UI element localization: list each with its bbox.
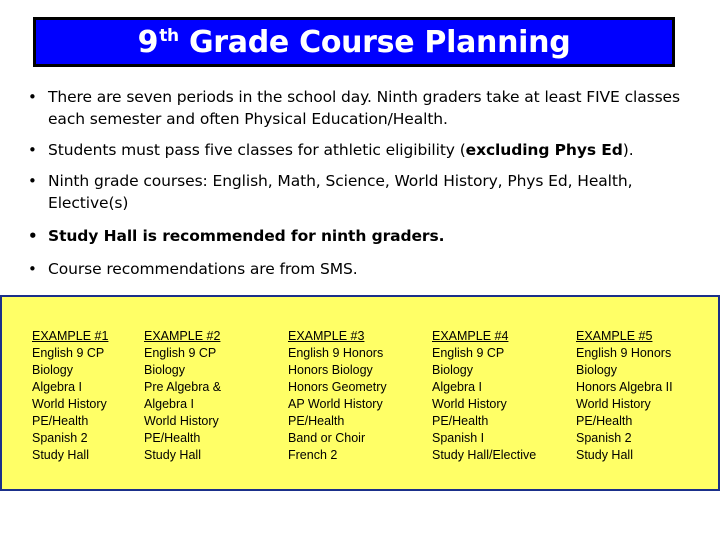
- bullet-dot-icon: •: [28, 141, 37, 159]
- course-item: Study Hall: [144, 448, 201, 462]
- example-heading: EXAMPLE #2: [144, 329, 221, 343]
- course-item: PE/Health: [432, 414, 489, 428]
- course-item: Study Hall/Elective: [432, 448, 537, 462]
- course-item: Study Hall: [32, 448, 89, 462]
- example-column-3: [288, 328, 387, 464]
- bullet-periods: [24, 86, 704, 130]
- bullet-dot-icon: •: [28, 260, 37, 278]
- bullet-recommendations: [24, 258, 704, 280]
- bullet-eligibility-bold: excluding Phys Ed: [465, 141, 623, 159]
- course-item: Biology: [32, 363, 73, 377]
- course-item: PE/Health: [144, 431, 201, 445]
- course-item: PE/Health: [576, 414, 633, 428]
- example-heading: EXAMPLE #3: [288, 329, 365, 343]
- example-column-4: [432, 328, 536, 464]
- course-item: PE/Health: [288, 414, 345, 428]
- bullet-courses-text: Ninth grade courses: English, Math, Science, World History, Phys Ed, Health, Elective(s): [48, 172, 633, 212]
- course-item: Honors Biology: [288, 363, 373, 377]
- bullet-recommendations-text: Course recommendations are from SMS.: [48, 260, 358, 278]
- bullet-eligibility-text: Students must pass five classes for athletic eligibility (: [48, 141, 466, 159]
- page-title: [138, 25, 571, 60]
- course-item: Biology: [432, 363, 473, 377]
- title-suffix: Grade Course Planning: [178, 24, 571, 60]
- bullet-dot-icon: •: [28, 227, 38, 245]
- course-item: Honors Algebra II: [576, 380, 673, 394]
- course-item: Honors Geometry: [288, 380, 387, 394]
- course-item: Spanish 2: [576, 431, 632, 445]
- course-item: English 9 CP: [32, 346, 105, 360]
- course-item: Algebra I: [32, 380, 83, 394]
- course-item: World History: [144, 414, 219, 428]
- course-item: World History: [432, 397, 507, 411]
- bullet-study-hall-text: Study Hall is recommended for ninth graders.: [48, 227, 445, 245]
- example-heading: EXAMPLE #4: [432, 329, 509, 343]
- course-item: English 9 CP: [144, 346, 217, 360]
- course-item: Spanish 2: [32, 431, 88, 445]
- course-item: English 9 Honors: [576, 346, 672, 360]
- example-heading: EXAMPLE #1: [32, 329, 109, 343]
- examples-panel: [0, 295, 720, 491]
- example-column-5: [576, 328, 673, 464]
- course-item: World History: [32, 397, 107, 411]
- course-item: French 2: [288, 448, 338, 462]
- course-item: Band or Choir: [288, 431, 366, 445]
- bullet-dot-icon: •: [28, 88, 37, 106]
- course-item: English 9 Honors: [288, 346, 384, 360]
- bullet-dot-icon: •: [28, 172, 37, 190]
- bullet-courses: [24, 170, 704, 214]
- bullet-list: [24, 86, 704, 280]
- course-item: World History: [576, 397, 651, 411]
- title-prefix: 9: [137, 24, 159, 60]
- course-item: Biology: [576, 363, 617, 377]
- bullet-eligibility: [24, 139, 704, 161]
- example-column-2: [144, 328, 221, 464]
- course-item: Pre Algebra &: [144, 380, 222, 394]
- bullet-periods-text: There are seven periods in the school day. Ninth graders take at least FIVE classes each semester and often Physical Education/Health.: [48, 88, 680, 128]
- course-item: Study Hall: [576, 448, 633, 462]
- course-item: English 9 CP: [432, 346, 505, 360]
- example-heading: EXAMPLE #5: [576, 329, 653, 343]
- course-item: AP World History: [288, 397, 383, 411]
- title-superscript: th: [159, 25, 179, 46]
- course-item: Spanish I: [432, 431, 485, 445]
- title-banner: [33, 17, 675, 67]
- course-item: Algebra I: [432, 380, 483, 394]
- example-column-1: [32, 328, 108, 464]
- course-item: Biology: [144, 363, 185, 377]
- course-item: Algebra I: [144, 397, 195, 411]
- course-item: PE/Health: [32, 414, 89, 428]
- bullet-eligibility-end: ).: [622, 141, 634, 159]
- bullet-study-hall: [24, 225, 704, 247]
